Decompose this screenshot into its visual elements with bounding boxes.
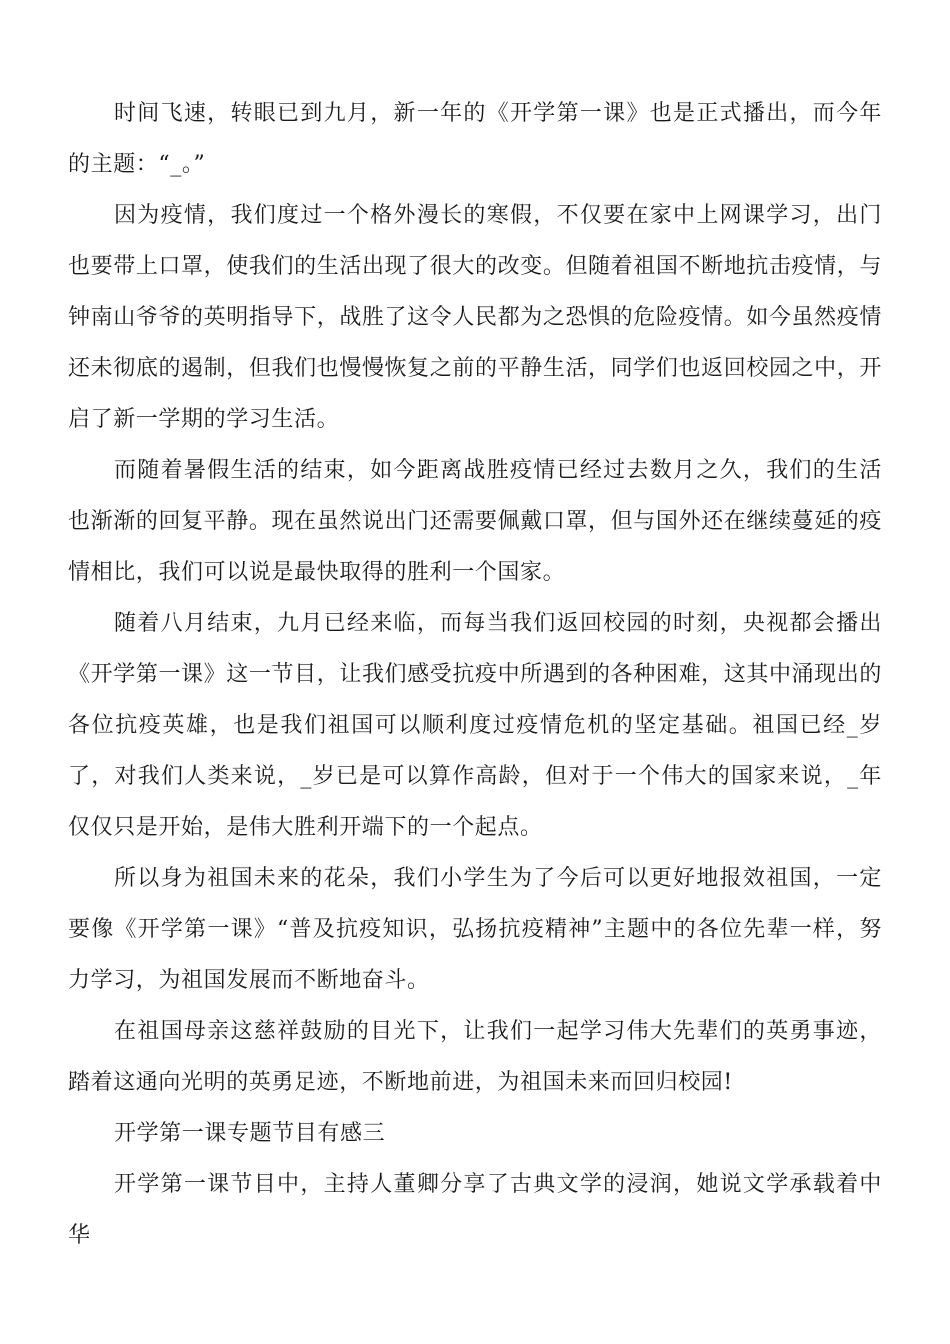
paragraph-4: 随着八月结束，九月已经来临，而每当我们返回校园的时刻，央视都会播出《开学第一课》这一节目，让我们感受抗疫中所遇到的各种困难，这其中涌现出的各位抗疫英雄，也是我们祖国可以顺利度过疫情危机的坚定基础。祖国已经_岁了，对我们人类来说，_岁已是可以算作高龄，但对于一个伟大的国家来说，_年仅仅只是开始，是伟大胜利开端下的一个起点。 <box>68 611 882 840</box>
document-page <box>68 88 882 1261</box>
section-heading: 开学第一课专题节目有感三 <box>114 1121 386 1146</box>
paragraph-1: 时间飞速，转眼已到九月，新一年的《开学第一课》也是正式播出，而今年的主题：“_。” <box>68 101 882 177</box>
paragraph-5: 所以身为祖国未来的花朵，我们小学生为了今后可以更好地报效祖国，一定要像《开学第一课》“普及抗疫知识，弘扬抗疫精神”主题中的各位先辈一样，努力学习，为祖国发展而不断地奋斗。 <box>68 866 882 993</box>
paragraph-2: 因为疫情，我们度过一个格外漫长的寒假，不仅要在家中上网课学习，出门也要带上口罩，使我们的生活出现了很大的改变。但随着祖国不断地抗击疫情，与钟南山爷爷的英明指导下，战胜了这令人民都为之恐惧的危险疫情。如今虽然疫情还未彻底的遏制，但我们也慢慢恢复之前的平静生活，同学们也返回校园之中，开启了新一学期的学习生活。 <box>68 203 882 432</box>
paragraph-6: 在祖国母亲这慈祥鼓励的目光下，让我们一起学习伟大先辈们的英勇事迹，踏着这通向光明的英勇足迹，不断地前进，为祖国未来而回归校园! <box>68 1019 882 1095</box>
paragraph-7: 开学第一课节目中，主持人董卿分享了古典文学的浸润，她说文学承载着中华 <box>68 1172 882 1248</box>
paragraph-3: 而随着暑假生活的结束，如今距离战胜疫情已经过去数月之久，我们的生活也渐渐的回复平静。现在虽然说出门还需要佩戴口罩，但与国外还在继续蔓延的疫情相比，我们可以说是最快取得的胜利一个国家。 <box>68 458 882 585</box>
